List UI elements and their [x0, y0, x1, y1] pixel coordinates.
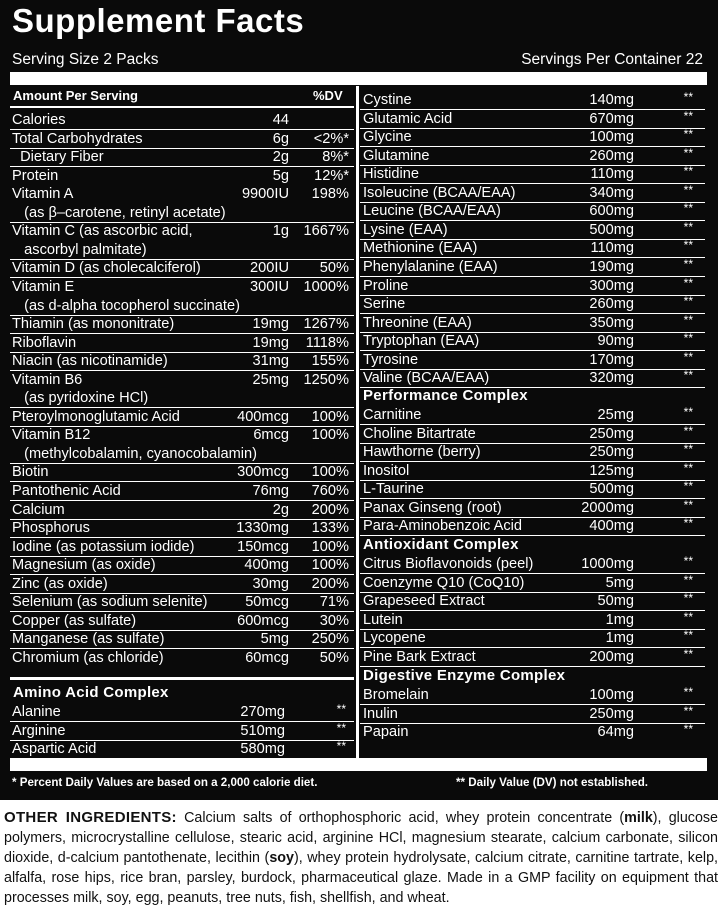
nutrient-row — [12, 334, 352, 352]
nutrient-row — [363, 443, 701, 461]
allergen-milk: milk — [624, 810, 653, 826]
bottom-divider-bar — [10, 758, 707, 771]
nutrient-amount: 1330mg — [236, 520, 289, 537]
nutrient-dv: 1000% — [303, 278, 349, 295]
nutrient-row — [12, 241, 352, 259]
nutrient-amount: 400mcg — [237, 408, 289, 425]
nutrient-dv: ** — [683, 497, 693, 512]
nutrient-row — [363, 128, 701, 146]
nutrient-amount: 9900IU — [241, 186, 289, 203]
nutrient-amount: 1mg — [605, 630, 634, 647]
nutrient-amount: 400mg — [589, 518, 634, 535]
nutrient-name: Leucine (BCAA/EAA) — [363, 203, 501, 220]
nutrient-dv: ** — [683, 90, 693, 104]
amount-per-serving-header: Amount Per Serving — [13, 88, 138, 103]
nutrient-dv: ** — [683, 331, 693, 346]
nutrient-name: Biotin — [12, 464, 49, 481]
nutrient-amount: 260mg — [589, 147, 634, 164]
nutrient-name: Total Carbohydrates — [12, 130, 143, 147]
nutrient-name: Lysine (EAA) — [363, 221, 448, 238]
nutrient-amount: 300IU — [250, 278, 289, 295]
nutrient-amount: 110mg — [590, 240, 634, 257]
nutrient-row — [12, 167, 352, 185]
nutrient-row — [12, 630, 352, 648]
nutrient-name: Tryptophan (EAA) — [363, 333, 480, 350]
nutrient-amount: 500mg — [589, 481, 634, 498]
nutrient-dv: ** — [683, 516, 693, 531]
nutrient-dv: 198% — [311, 186, 349, 203]
nutrient-dv: 760% — [311, 483, 349, 499]
dv-header: %DV — [313, 88, 343, 103]
nutrient-amount: 350mg — [589, 314, 634, 331]
nutrient-row — [12, 259, 352, 277]
nutrient-dv: 50% — [319, 649, 349, 666]
nutrient-amount: 100mg — [589, 687, 634, 703]
nutrient-dv: ** — [683, 312, 693, 327]
nutrient-dv: 100% — [311, 538, 349, 555]
nutrient-amount: 670mg — [589, 110, 634, 127]
nutrient-row — [12, 389, 352, 407]
percent-dv-footnote: * Percent Daily Values are based on a 2,000 calorie diet. — [12, 776, 318, 789]
nutrient-row — [12, 204, 352, 222]
other-ingredients — [4, 808, 718, 908]
nutrient-dv: ** — [683, 722, 693, 737]
nutrient-row — [12, 297, 352, 315]
nutrient-row — [363, 202, 701, 220]
nutrient-row — [12, 185, 352, 203]
nutrient-row — [12, 501, 352, 519]
nutrient-dv: ** — [336, 720, 346, 735]
section-title: Performance Complex — [363, 387, 528, 404]
nutrient-dv: 133% — [311, 520, 349, 537]
nutrient-amount: 600mg — [589, 203, 634, 220]
nutrient-dv: ** — [683, 127, 693, 142]
column-divider — [356, 86, 359, 758]
nutrient-amount: 25mg — [252, 371, 289, 388]
nutrient-dv: ** — [683, 219, 693, 234]
nutrient-dv: ** — [336, 739, 346, 754]
nutrient-name: Vitamin A — [12, 186, 74, 203]
nutrient-dv: 100% — [311, 464, 349, 481]
nutrient-name: Pantothenic Acid — [12, 483, 121, 499]
nutrient-dv: ** — [683, 609, 693, 624]
nutrient-row — [12, 482, 352, 500]
ingredients-text-1: Calcium salts of orthophosphoric acid, whey protein concentrate ( — [176, 810, 625, 826]
nutrient-name: Papain — [363, 724, 409, 741]
nutrient-name: Choline Bitartrate — [363, 425, 476, 442]
nutrient-row — [12, 315, 352, 333]
nutrient-row — [363, 221, 701, 239]
nutrient-row — [363, 705, 701, 723]
servings-per-container: Servings Per Container 22 — [521, 51, 703, 68]
nutrient-amount: 500mg — [589, 221, 634, 238]
nutrient-name: Tyrosine — [363, 351, 419, 368]
nutrient-dv: ** — [683, 572, 693, 587]
nutrient-amount: 100mg — [589, 129, 634, 146]
nutrient-name: Pine Bark Extract — [363, 648, 476, 665]
nutrient-row — [363, 629, 701, 647]
nutrient-amount: 340mg — [589, 184, 634, 201]
nutrient-name: (methylcobalamin, cyanocobalamin) — [12, 445, 257, 462]
nutrient-amount: 125mg — [589, 462, 634, 479]
amino-section-title: Amino Acid Complex — [13, 684, 169, 701]
nutrient-row — [12, 722, 352, 740]
nutrient-amount: 170mg — [589, 351, 634, 368]
nutrient-amount: 1000mg — [581, 556, 634, 572]
nutrient-amount: 60mcg — [245, 649, 289, 666]
nutrient-name: Magnesium (as oxide) — [12, 557, 156, 574]
nutrient-row — [12, 740, 352, 758]
nutrient-row — [363, 147, 701, 165]
nutrient-amount: 64mg — [597, 724, 634, 741]
nutrient-amount: 140mg — [589, 92, 634, 108]
nutrient-dv: 1118% — [305, 334, 349, 351]
nutrient-name: (as d-alpha tocopherol succinate) — [12, 297, 240, 314]
nutrient-row — [12, 649, 352, 667]
nutrient-dv: 200% — [311, 575, 349, 592]
nutrient-name: Bromelain — [363, 687, 429, 703]
nutrient-dv: ** — [683, 164, 693, 179]
nutrient-row — [12, 408, 352, 426]
nutrient-row — [363, 611, 701, 629]
nutrient-amount: 6mcg — [253, 427, 289, 444]
nutrient-row — [12, 278, 352, 296]
nutrient-dv: ** — [683, 108, 693, 123]
nutrient-row — [12, 445, 352, 463]
allergen-soy: soy — [269, 850, 294, 866]
nutrient-row — [363, 239, 701, 257]
nutrient-dv: ** — [683, 442, 693, 457]
nutrient-dv: <2%* — [313, 130, 349, 147]
nutrient-name: Serine — [363, 296, 406, 313]
nutrient-dv: ** — [683, 591, 693, 606]
nutrient-name: Glycine — [363, 129, 412, 146]
nutrient-dv: ** — [683, 405, 693, 419]
nutrient-name: Vitamin E — [12, 278, 75, 295]
nutrient-row — [12, 593, 352, 611]
nutrient-name: Riboflavin — [12, 334, 77, 351]
nutrient-amount: 2000mg — [581, 499, 634, 516]
nutrient-amount: 2g — [272, 501, 289, 518]
nutrient-amount: 400mg — [244, 557, 289, 574]
top-divider-bar — [10, 72, 707, 85]
nutrient-amount: 300mg — [589, 277, 634, 294]
nutrient-amount: 19mg — [252, 334, 289, 351]
nutrient-dv: ** — [683, 423, 693, 438]
nutrient-dv: 155% — [311, 353, 349, 370]
nutrient-row — [363, 592, 701, 610]
nutrient-name: Vitamin C (as ascorbic acid, — [12, 223, 193, 240]
nutrient-amount: 190mg — [589, 258, 634, 275]
nutrient-amount: 250mg — [589, 444, 634, 461]
nutrient-dv: ** — [683, 479, 693, 494]
nutrient-row — [363, 499, 701, 517]
nutrient-amount: 510mg — [240, 722, 285, 739]
nutrient-row — [363, 406, 701, 424]
nutrient-dv: 250% — [311, 631, 349, 648]
nutrient-amount: 600mcg — [237, 612, 289, 629]
nutrient-row — [12, 556, 352, 574]
nutrient-name: Arginine — [12, 722, 66, 739]
nutrient-dv: 12%* — [314, 167, 349, 184]
nutrient-amount: 150mcg — [237, 538, 289, 555]
nutrient-name: Histidine — [363, 166, 419, 183]
ingredients-text-3: ), whey protein hydrolysate, calcium citrate, carnitine tartrate, kelp, alfalfa, rose hips, rice bran, parsley, burdock, pharmaceutical glaze. Made in a GMP facility on equipment that processes milk, soy, egg, peanuts, tree nuts, fish, shellfish, and wheat. — [4, 850, 718, 906]
nutrient-row — [12, 612, 352, 630]
ingredients-text-2: ), glucose polymers, microcrystalline cellulose, stearic acid, arginine HCl, magnesium stearate, calcium carbonate, silicon dioxide, d-calcium pantothenate, lecithin ( — [4, 810, 718, 866]
nutrient-name: Lycopene — [363, 630, 426, 647]
nutrient-row — [363, 314, 701, 332]
nutrient-dv: 30% — [319, 612, 349, 629]
nutrient-amount: 300mcg — [237, 464, 289, 481]
nutrient-name: L-Taurine — [363, 481, 424, 498]
nutrient-name: Inositol — [363, 462, 410, 479]
nutrient-amount: 30mg — [252, 575, 289, 592]
nutrient-amount: 110mg — [590, 166, 634, 183]
nutrient-dv: ** — [683, 294, 693, 309]
nutrient-row — [363, 723, 701, 741]
nutrient-row — [363, 295, 701, 313]
dv-not-established-footnote: ** Daily Value (DV) not established. — [456, 776, 648, 789]
nutrient-name: Dietary Fiber — [12, 149, 104, 166]
nutrient-name: (as β–carotene, retinyl acetate) — [12, 204, 226, 221]
nutrient-amount: 250mg — [589, 425, 634, 442]
nutrient-name: Methionine (EAA) — [363, 240, 478, 257]
nutrient-dv: 8%* — [322, 149, 349, 166]
section-title: Digestive Enzyme Complex — [363, 667, 566, 684]
nutrient-amount: 1mg — [605, 611, 634, 628]
nutrient-amount: 580mg — [240, 741, 285, 758]
nutrient-row — [12, 352, 352, 370]
panel-title: Supplement Facts — [12, 2, 305, 39]
nutrient-row — [363, 110, 701, 128]
nutrient-row — [363, 258, 701, 276]
nutrient-name: Lutein — [363, 611, 403, 628]
nutrient-amount: 1g — [272, 223, 289, 240]
nutrient-dv: ** — [683, 460, 693, 475]
nutrient-dv: ** — [683, 275, 693, 290]
nutrient-amount: 25mg — [597, 407, 634, 423]
nutrient-row — [12, 575, 352, 593]
nutrient-name: Isoleucine (BCAA/EAA) — [363, 184, 516, 201]
nutrient-dv: ** — [683, 628, 693, 643]
nutrient-name: Glutamine — [363, 147, 430, 164]
nutrient-row — [363, 277, 701, 295]
nutrient-name: Valine (BCAA/EAA) — [363, 370, 490, 387]
nutrient-row — [363, 462, 701, 480]
nutrient-dv: 50% — [319, 260, 349, 277]
nutrient-name: Proline — [363, 277, 409, 294]
nutrient-amount: 31mg — [252, 353, 289, 370]
nutrient-name: Hawthorne (berry) — [363, 444, 481, 461]
nutrient-name: Copper (as sulfate) — [12, 612, 137, 629]
nutrient-dv: ** — [683, 646, 693, 661]
nutrient-amount: 270mg — [240, 704, 285, 720]
nutrient-name: Calories — [12, 112, 66, 128]
nutrient-name: Selenium (as sodium selenite) — [12, 594, 208, 611]
nutrient-name: Cystine — [363, 92, 412, 108]
nutrient-row — [12, 111, 352, 129]
nutrient-dv: 1267% — [303, 316, 349, 333]
header-rule — [10, 106, 354, 108]
nutrient-amount: 5mg — [605, 574, 634, 591]
nutrient-dv: ** — [336, 702, 346, 716]
section-title: Antioxidant Complex — [363, 536, 519, 553]
nutrient-row — [363, 425, 701, 443]
nutrient-dv: ** — [683, 238, 693, 253]
nutrient-dv: 100% — [311, 557, 349, 574]
nutrient-name: Aspartic Acid — [12, 741, 97, 758]
nutrient-name: Coenzyme Q10 (CoQ10) — [363, 574, 525, 591]
nutrient-row — [12, 426, 352, 444]
nutrient-name: Iodine (as potassium iodide) — [12, 538, 195, 555]
nutrient-name: Glutamic Acid — [363, 110, 453, 127]
nutrient-name: Zinc (as oxide) — [12, 575, 108, 592]
nutrient-name: Inulin — [363, 705, 398, 722]
nutrient-dv: ** — [683, 685, 693, 699]
nutrient-row — [363, 184, 701, 202]
nutrient-row — [363, 332, 701, 350]
nutrient-dv: 100% — [311, 408, 349, 425]
nutrient-amount: 5mg — [260, 631, 289, 648]
nutrient-dv: ** — [683, 145, 693, 160]
nutrient-amount: 50mcg — [245, 594, 289, 611]
nutrient-row — [363, 351, 701, 369]
nutrient-row — [363, 648, 701, 666]
nutrient-dv: 200% — [311, 501, 349, 518]
nutrient-name: Thiamin (as mononitrate) — [12, 316, 175, 333]
nutrient-amount: 2g — [272, 149, 289, 166]
nutrient-dv: ** — [683, 703, 693, 718]
nutrient-name: Threonine (EAA) — [363, 314, 472, 331]
nutrient-name: Manganese (as sulfate) — [12, 631, 165, 648]
nutrient-amount: 200IU — [250, 260, 289, 277]
nutrient-row — [12, 703, 352, 721]
serving-size: Serving Size 2 Packs — [12, 51, 159, 68]
nutrient-row — [12, 463, 352, 481]
nutrient-dv: ** — [683, 368, 693, 383]
nutrient-amount: 5g — [272, 167, 289, 184]
nutrient-amount: 19mg — [252, 316, 289, 333]
nutrient-name: Calcium — [12, 501, 65, 518]
nutrient-row — [363, 165, 701, 183]
nutrient-name: Protein — [12, 167, 59, 184]
nutrient-name: Alanine — [12, 704, 61, 720]
nutrient-name: Citrus Bioflavonoids (peel) — [363, 556, 534, 572]
nutrient-name: Grapeseed Extract — [363, 593, 485, 610]
nutrient-name: Vitamin B6 — [12, 371, 83, 388]
nutrient-row — [363, 517, 701, 535]
nutrient-row — [363, 480, 701, 498]
nutrient-name: Pteroylmonoglutamic Acid — [12, 408, 180, 425]
nutrient-row — [363, 555, 701, 573]
nutrient-dv: ** — [683, 554, 693, 568]
nutrient-row — [12, 538, 352, 556]
nutrient-amount: 44 — [272, 112, 289, 128]
nutrient-amount: 320mg — [589, 370, 634, 387]
nutrient-name: Phosphorus — [12, 520, 90, 537]
nutrient-name: ascorbyl palmitate) — [12, 241, 147, 258]
nutrient-name: Carnitine — [363, 407, 422, 423]
nutrient-name: Chromium (as chloride) — [12, 649, 164, 666]
nutrient-row — [12, 519, 352, 537]
nutrient-name: (as pyridoxine HCl) — [12, 390, 149, 407]
nutrient-row — [363, 91, 701, 109]
nutrient-dv: ** — [683, 182, 693, 197]
nutrient-dv: ** — [683, 256, 693, 271]
nutrient-amount: 6g — [272, 130, 289, 147]
nutrient-dv: ** — [683, 201, 693, 216]
amino-section-rule — [10, 677, 354, 680]
nutrient-name: Vitamin B12 — [12, 427, 91, 444]
nutrient-dv: 1250% — [303, 371, 349, 388]
nutrient-amount: 250mg — [589, 705, 634, 722]
nutrient-amount: 76mg — [252, 483, 289, 499]
nutrient-dv: 71% — [319, 594, 349, 611]
nutrient-amount: 90mg — [597, 333, 634, 350]
nutrient-dv: 1667% — [303, 223, 349, 240]
nutrient-row — [12, 371, 352, 389]
nutrient-name: Para-Aminobenzoic Acid — [363, 518, 522, 535]
nutrient-row — [363, 574, 701, 592]
nutrient-dv: 100% — [311, 427, 349, 444]
nutrient-row — [363, 686, 701, 704]
nutrient-name: Niacin (as nicotinamide) — [12, 353, 168, 370]
nutrient-amount: 260mg — [589, 296, 634, 313]
nutrient-name: Panax Ginseng (root) — [363, 499, 502, 516]
nutrient-amount: 50mg — [597, 593, 634, 610]
nutrient-dv: ** — [683, 349, 693, 364]
nutrient-row — [12, 148, 352, 166]
ingredients-heading: OTHER INGREDIENTS: — [4, 809, 177, 826]
nutrient-name: Phenylalanine (EAA) — [363, 258, 498, 275]
nutrient-row — [12, 222, 352, 240]
nutrient-row — [12, 130, 352, 148]
nutrient-amount: 200mg — [589, 648, 634, 665]
nutrient-name: Vitamin D (as cholecalciferol) — [12, 260, 201, 277]
nutrient-row — [363, 369, 701, 387]
